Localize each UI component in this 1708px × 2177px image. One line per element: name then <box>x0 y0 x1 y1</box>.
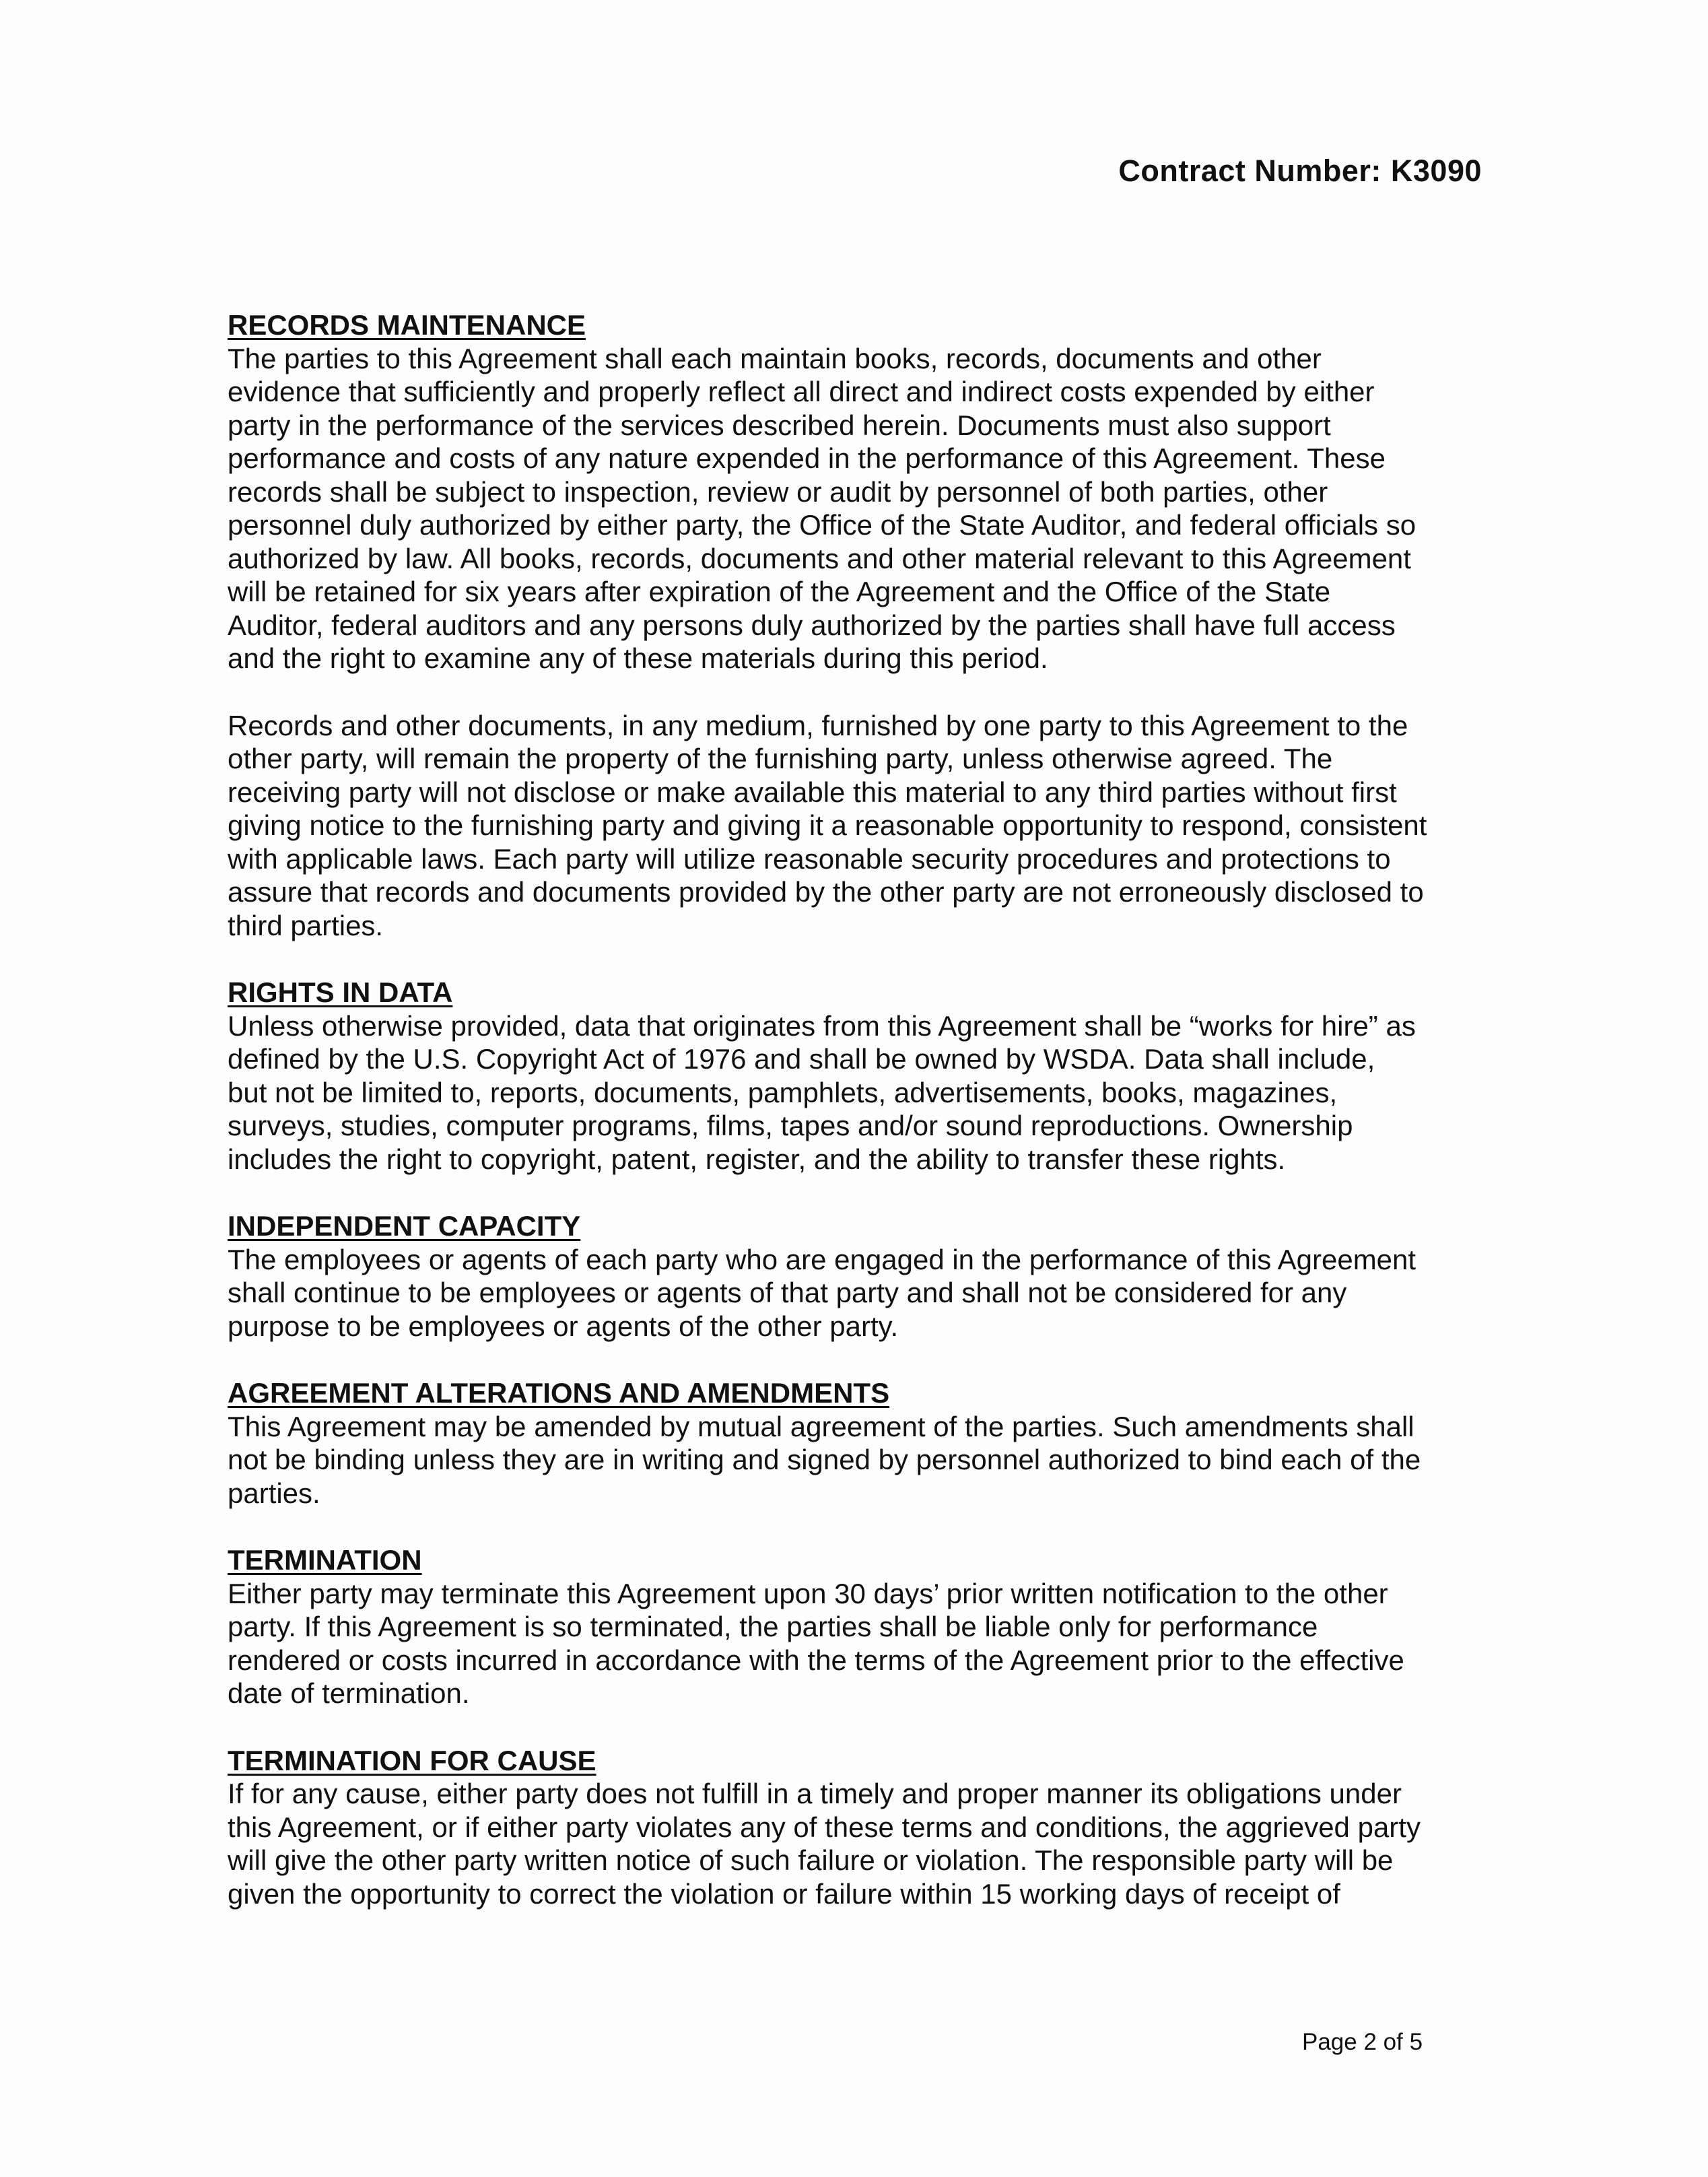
section-heading: TERMINATION FOR CAUSE <box>228 1744 596 1776</box>
section-termination-for-cause <box>228 1744 1493 1911</box>
contract-number-label: Contract Number: <box>1118 154 1381 188</box>
section-paragraph: The employees or agents of each party who are engaged in the performance of this Agreement shall continue to be employees or agents of that party and shall not be considered for any purpose to be employees or agents of the other party. <box>228 1243 1416 1342</box>
section-paragraph: Either party may terminate this Agreement upon 30 days’ prior written notification to the other party. If this Agreement is so terminated, the parties shall be liable only for performance rendered or costs incurred in accordance with the terms of the Agreement prior to the effective date of termination. <box>228 1577 1404 1709</box>
contract-number-header <box>1118 154 1482 189</box>
section-agreement-alterations <box>228 1376 1493 1510</box>
section-heading: RIGHTS IN DATA <box>228 976 453 1008</box>
section-paragraph: The parties to this Agreement shall each maintain books, records, documents and other evidence that sufficiently and properly reflect all direct and indirect costs expended by either party in the performance of the services described herein. Documents must also support performance and costs of any nature expended in the performance of this Agreement. These records shall be subject to inspection, review or audit by personnel of both parties, other personnel duly authorized by either party, the Office of the State Auditor, and federal officials so authorized by law. All books, records, documents and other material relevant to this Agreement will be retained for six years after expiration of the Agreement and the Office of the State Auditor, federal auditors and any persons duly authorized by the parties shall have full access and the right to examine any of these materials during this period. <box>228 342 1416 674</box>
section-heading: INDEPENDENT CAPACITY <box>228 1210 581 1242</box>
section-paragraph: Records and other documents, in any medium, furnished by one party to this Agreement to the other party, will remain the property of the furnishing party, unless otherwise agreed. The receiving party will not disclose or make available this material to any third parties without first giving notice to the furnishing party and giving it a reasonable opportunity to respond, consistent with applicable laws. Each party will utilize reasonable security procedures and protections to assure that records and documents provided by the other party are not erroneously disclosed to third parties. <box>228 709 1427 941</box>
page-number: Page 2 of 5 <box>1302 2029 1423 2055</box>
contract-number-value: K3090 <box>1390 154 1482 188</box>
section-paragraph: This Agreement may be amended by mutual agreement of the parties. Such amendments shall not be binding unless they are in writing and signed by personnel authorized to bind each of the parties. <box>228 1410 1421 1509</box>
section-independent-capacity <box>228 1209 1493 1343</box>
section-rights-in-data <box>228 976 1493 1176</box>
section-paragraph: If for any cause, either party does not fulfill in a timely and proper manner its obligations under this Agreement, or if either party violates any of these terms and conditions, the aggrieved party will give the other party written notice of such failure or violation. The responsible party will be given the opportunity to correct the violation or failure within 15 working days of receipt of <box>228 1778 1421 1910</box>
section-records-maintenance <box>228 308 1493 942</box>
section-heading: RECORDS MAINTENANCE <box>228 309 586 341</box>
section-heading: TERMINATION <box>228 1544 422 1576</box>
section-paragraph: Unless otherwise provided, data that originates from this Agreement shall be “works for hire” as defined by the U.S. Copyright Act of 1976 and shall be owned by WSDA. Data shall include, but not be limited to, reports, documents, pamphlets, advertisements, books, magazines, surveys, studies, computer programs, films, tapes and/or sound reproductions. Ownership includes the right to copyright, patent, register, and the ability to transfer these rights. <box>228 1009 1416 1175</box>
section-heading: AGREEMENT ALTERATIONS AND AMENDMENTS <box>228 1377 890 1409</box>
section-termination <box>228 1543 1493 1710</box>
document-body <box>228 308 1493 1910</box>
